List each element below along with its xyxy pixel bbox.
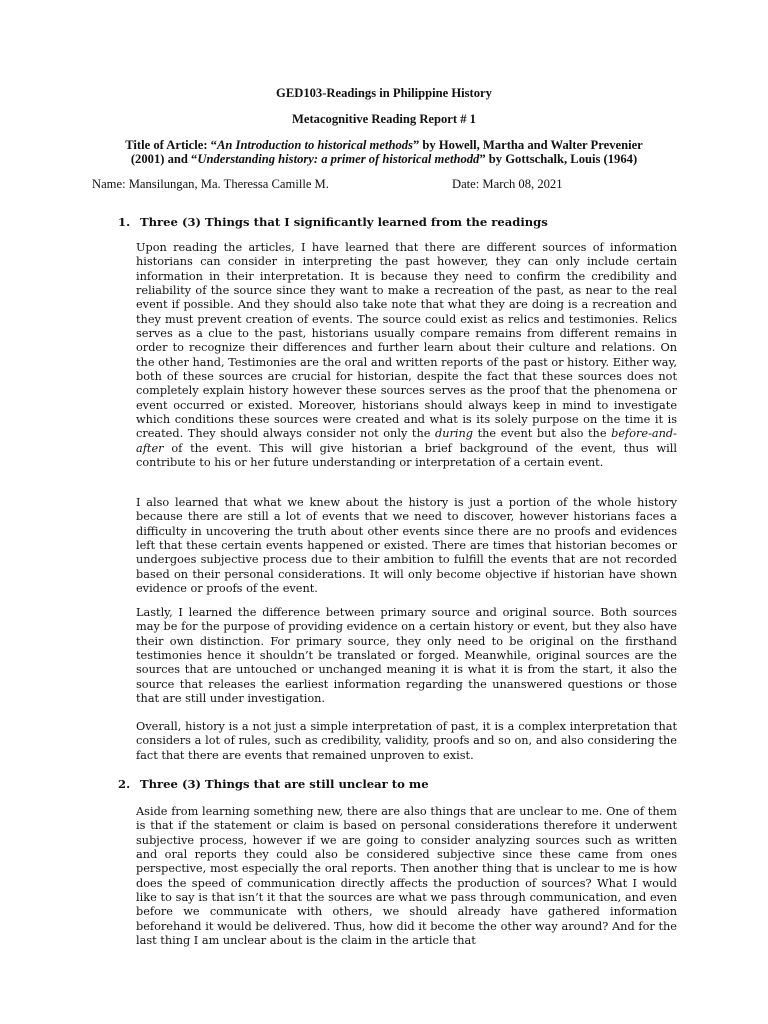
section-1-title: Three (3) Things that I significantly learned from the readings	[140, 215, 548, 229]
paragraph-2: I also learned that what we knew about the history is just a portion of the whole history because there are still a lot of events that we need to discover, however historians faces a difficulty in uncovering the truth about other events since there are no proofs and evidences left that these certain events happened or existed. There are times that historian becomes or undergoes subjective process due to their ambition to fulfill the events that are not recorded based on their personal considerations. It will only become objective if historian have shown evidence or proofs of the event.	[136, 496, 677, 596]
paragraph-1	[136, 241, 677, 471]
title-authors-1: ” by Howell, Martha and Walter Prevenier	[412, 138, 643, 152]
report-title: Metacognitive Reading Report # 1	[292, 112, 476, 126]
paragraph-1-text-a: Upon reading the articles, I have learned that there are different sources of information historians can consider in interpreting the past however, they can only include certain information in their interpretation. It is because they need to confirm the credibility and reliability of the source since they want to make a recreation of the past, as near to the real event if possible. And they should also take note that what they are doing is a recreation and they must prevent creation of events. The source could exist as relics and testimonies. Relics serves as a clue to the past, historians usually compare remains from different remains in order to recognize their differences and further learn about their culture and relations. On the other hand, Testimonies are the oral and written reports of the past or history. Either way, both of these sources are crucial for historian, despite the fact that these sources does not completely explain history however these sources serves as the proof that the phenomena or event occurred or existed. Moreover, historians should always keep in mind to investigate which conditions these sources were created and what is its solely purpose on the time it is created. They should always consider not only the	[136, 241, 677, 441]
paragraph-1-text-b: the event but also the	[473, 427, 612, 441]
article-title-line-1	[0, 138, 768, 153]
title-year-1: (2001) and “	[130, 152, 198, 166]
paragraph-4: Overall, history is a not just a simple interpretation of past, it is a complex interpretation that considers a lot of rules, such as credibility, validity, proofs and so on, and also considering the fact that there are events that remained unproven to exist.	[136, 720, 677, 762]
article-1-title: An Introduction to historical methods	[216, 138, 413, 152]
paragraph-1-italic-before-after: before-and-after	[136, 427, 677, 455]
paragraph-3: Lastly, I learned the difference between primary source and original source. Both sources may be for the purpose of providing evidence on a certain history or event, but they also have their own distinction. For primary source, they only need to be original on the firsthand testimonies hence it shouldn’t be translated or forged. Meanwhile, original sources are the sources that are untouched or unchanged meaning it is what it is from the start, it also the source that releases the earliest information regarding the unanswered questions or those that are still under investigation.	[136, 606, 677, 706]
section-2-heading	[118, 777, 429, 791]
section-1-heading	[118, 215, 548, 229]
title-authors-2: ” by Gottschalk, Louis (1964)	[479, 152, 638, 166]
course-title: GED103-Readings in Philippine History	[276, 86, 492, 100]
title-prefix: Title of Article: “	[125, 138, 217, 152]
paragraph-5: Aside from learning something new, there are also things that are unclear to me. One of them is that if the statement or claim is based on personal considerations therefore it underwent subjective process, however if we are going to consider analyzing sources such as written and oral reports they could also be considered subjective since these came from ones perspective, most especially the oral reports. Then another thing that is unclear to me is how does the speed of communication directly affects the production of sources? What I would like to say is that isn’t it that the sources are what we pass through communication, and even before we communicate with others, we should already have gathered information beforehand it would be delivered. Thus, how did it become the other way around? And for the last thing I am unclear about is the claim in the article that	[136, 805, 677, 948]
article-2-title: Understanding history: a primer of historical methodd	[197, 152, 480, 166]
section-1-number: 1.	[118, 215, 131, 229]
student-name: Name: Mansilungan, Ma. Theressa Camille M.	[92, 177, 329, 191]
paragraph-1-text-c: of the event. This will give historian a brief background of the event, thus will contribute to his or her future understanding or interpretation of a certain event.	[136, 441, 677, 470]
article-title-line-2	[0, 152, 768, 167]
paragraph-1-italic-during: during	[435, 427, 474, 441]
section-2-number: 2.	[118, 777, 131, 791]
section-2-title: Three (3) Things that are still unclear to me	[140, 777, 429, 791]
report-date: Date: March 08, 2021	[452, 177, 563, 191]
